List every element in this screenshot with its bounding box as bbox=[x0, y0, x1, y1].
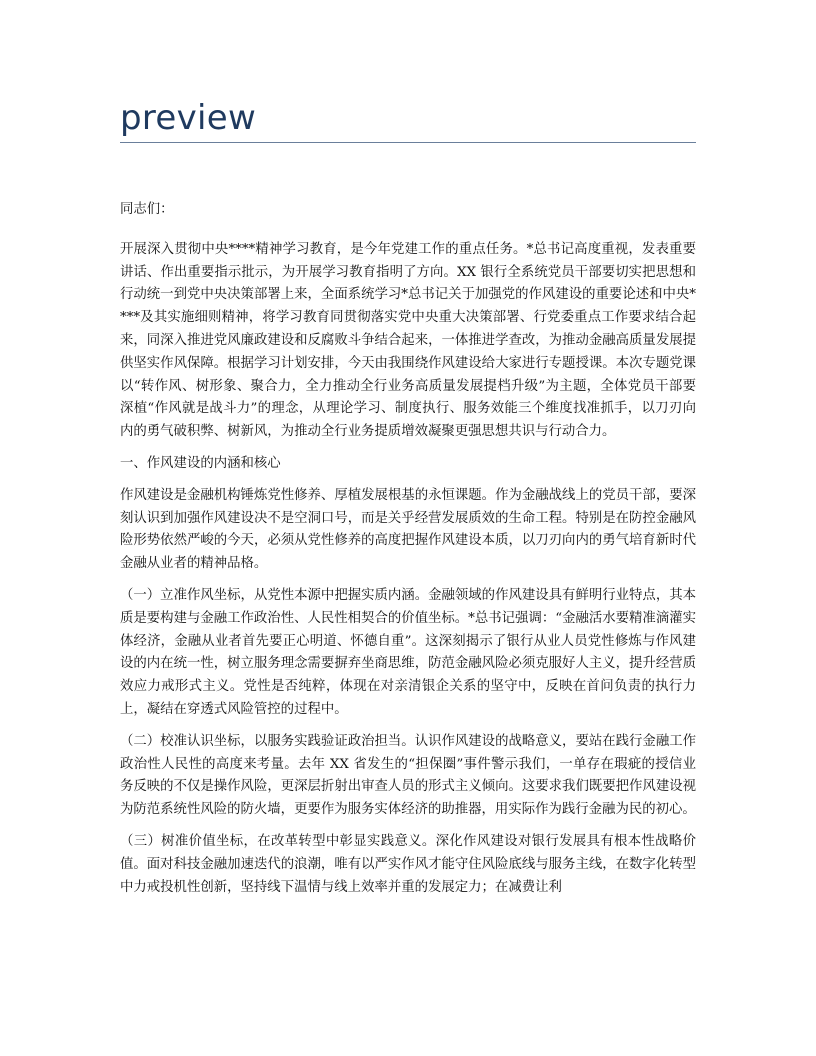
paragraph-item-1: （一）立准作风坐标，从党性本源中把握实质内涵。金融领域的作风建设具有鲜明行业特点，其本质是要构建与金融工作政治性、人民性相契合的价值坐标。*总书记强调：“金融活水要精准滴灌实体经济，金融从业者首先要正心明道、怀德自重”。这深刻揭示了银行从业人员党性修炼与作风建设的内在统一性，树立服务理念需要摒弃坐商思维，防范金融风险必须克服好人主义，提升经营质效应力戒形式主义。党性是否纯粹，体现在对亲清银企关系的坚守中，反映在首问负责的执行力上，凝结在穿透式风险管控的过程中。 bbox=[120, 587, 696, 717]
title-divider bbox=[120, 142, 696, 143]
paragraph-item-2: （二）校准认识坐标，以服务实践验证政治担当。认识作风建设的战略意义，要站在践行金融工作政治性人民性的高度来考量。去年 XX 省发生的“担保圈”事件警示我们，一单存在瑕疵的授信业务反映的不仅是操作风险，更深层折射出审查人员的形式主义倾向。这要求我们既要把作风建设视为防范系统性风险的防火墙，更要作为服务实体经济的助推器，用实际作为践行金融为民的初心。 bbox=[120, 733, 696, 818]
paragraph-item-3: （三）树准价值坐标，在改革转型中彰显实践意义。深化作风建设对银行发展具有根本性战略价值。面对科技金融加速迭代的浪潮，唯有以严实作风才能守住风险底线与服务主线，在数字化转型中力戒投机性创新，坚持线下温情与线上效率并重的发展定力；在减费让利 bbox=[120, 833, 696, 895]
document-page bbox=[120, 0, 696, 908]
paragraph-intro: 开展深入贯彻中央****精神学习教育，是今年党建工作的重点任务。*总书记高度重视，发表重要讲话、作出重要指示批示，为开展学习教育指明了方向。XX 银行全系统党员干部要切实把思想和行动统一到党中央决策部署上来，全面系统学习*总书记关于加强党的作风建设的重要论述和中央****及其实施细则精神，将学习教育同贯彻落实党中央重大决策部署、行党委重点工作要求结合起来，同深入推进党风廉政建设和反腐败斗争结合起来，一体推进学查改，为推动金融高质量发展提供坚实作风保障。根据学习计划安排，今天由我围绕作风建设给大家进行专题授课。本次专题党课以“转作风、树形象、聚合力，全力推动全行业务高质量发展提档升级”为主题，全体党员干部要深植“作风就是战斗力”的理念，从理论学习、制度执行、服务效能三个维度找准抓手，以刀刃向内的勇气破积弊、树新风，为推动全行业务提质增效凝聚更强思想共识与行动合力。 bbox=[120, 241, 696, 440]
page-title: preview bbox=[120, 98, 257, 138]
paragraph-greeting: 同志们： bbox=[120, 202, 174, 217]
section-heading-1: 一、作风建设的内涵和核心 bbox=[120, 455, 281, 471]
document-body bbox=[120, 199, 696, 899]
paragraph-section-1: 作风建设是金融机构锤炼党性修养、厚植发展根基的永恒课题。作为金融战线上的党员干部，要深刻认识到加强作风建设决不是空洞口号，而是关乎经营发展质效的生命工程。特别是在防控金融风险形势依然严峻的今天，必须从党性修养的高度把握作风建设本质，以刀刃向内的勇气培育新时代金融从业者的精神品格。 bbox=[120, 487, 696, 572]
